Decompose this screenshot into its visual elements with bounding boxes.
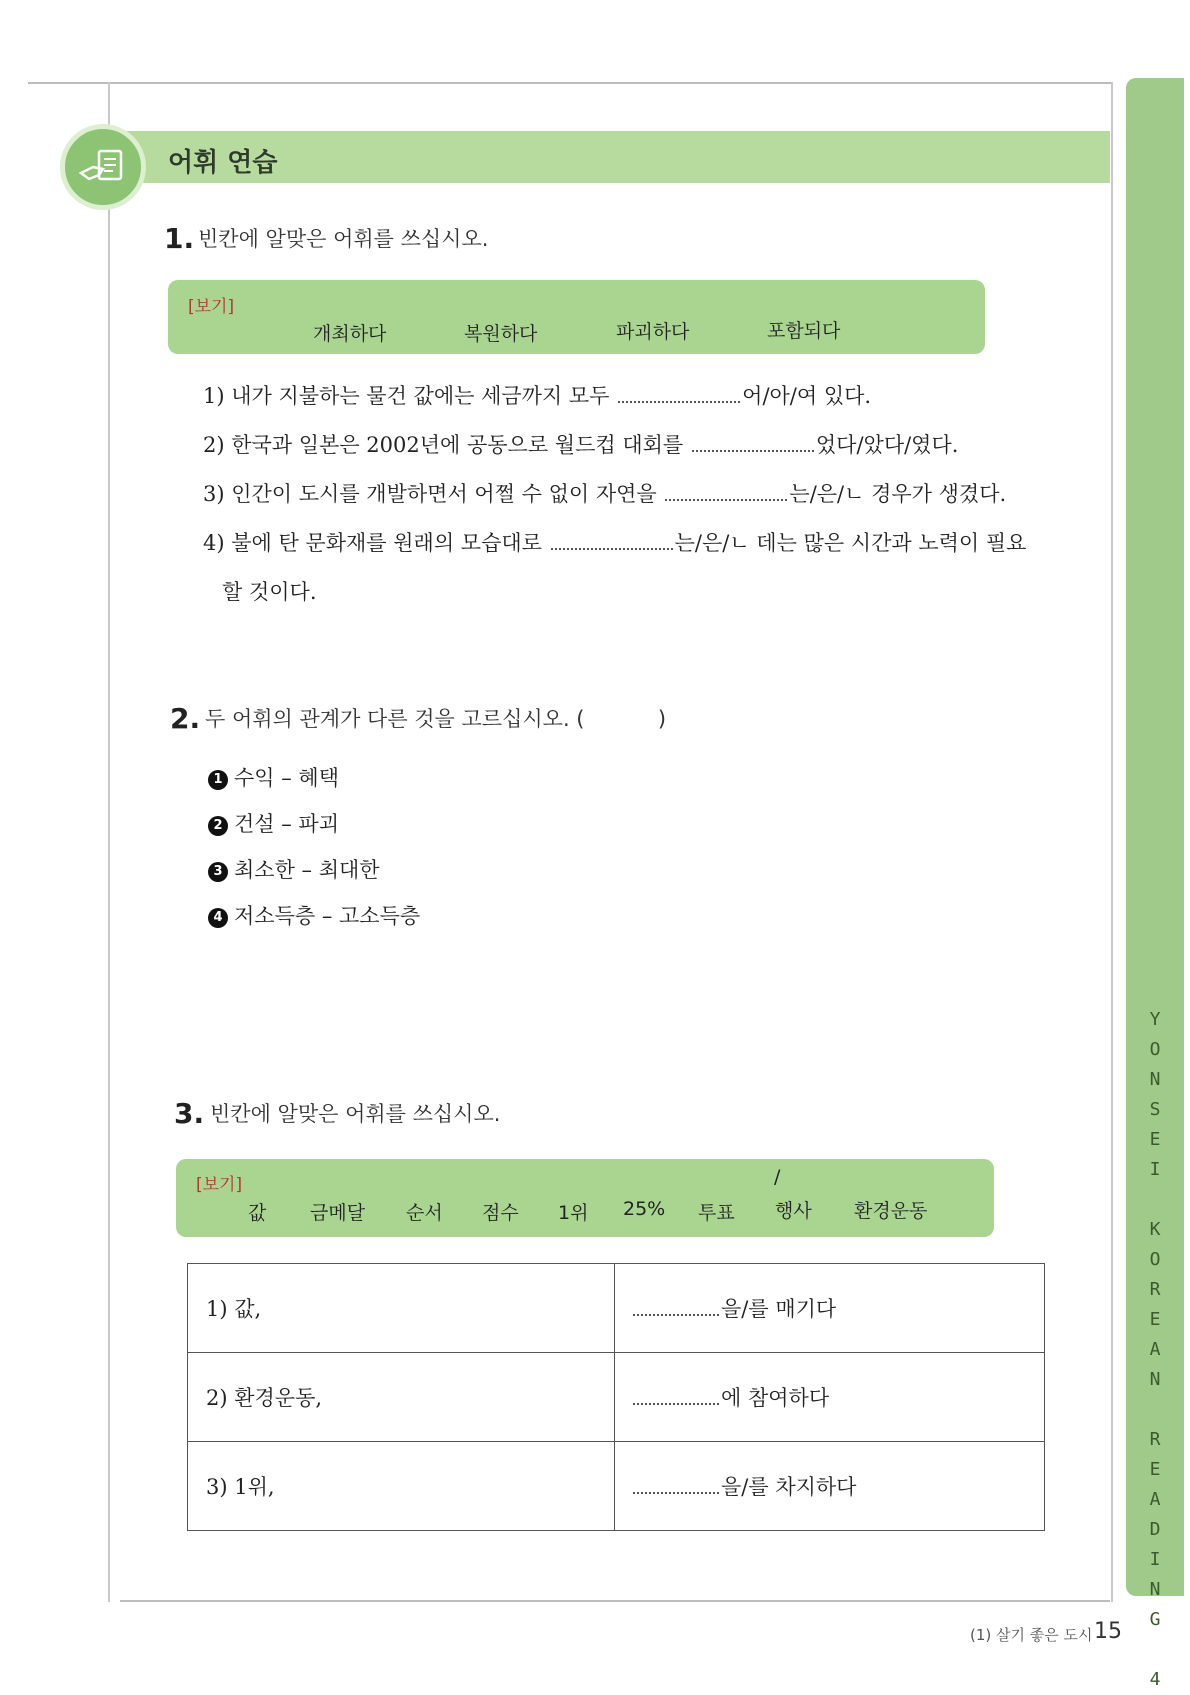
choice-text: 건설 – 파괴: [234, 812, 339, 836]
choice-number-icon: 4: [208, 908, 228, 928]
q1-item-4-pre: 4) 불에 탄 문화재를 원래의 모습대로: [203, 531, 542, 555]
choice-number-icon: 2: [208, 816, 228, 836]
answer-blank[interactable]: [551, 547, 673, 550]
q1-item-2-post: 었다/았다/였다.: [815, 433, 959, 457]
example-label-1: [보기]: [188, 297, 235, 317]
question-2-number: 2.: [170, 702, 201, 735]
example-word: 금메달: [310, 1202, 366, 1224]
side-tab-letter: N: [1149, 1369, 1161, 1390]
choice-text: 수익 – 혜택: [234, 766, 339, 790]
q1-item-4-continuation: 할 것이다.: [222, 580, 317, 604]
q1-item-3-pre: 3) 인간이 도시를 개발하면서 어쩔 수 없이 자연을: [203, 482, 657, 506]
side-tab-letter: N: [1149, 1069, 1161, 1090]
answer-blank[interactable]: [633, 1402, 719, 1405]
example-word: 포함되다: [767, 320, 841, 342]
example-word: 행사: [775, 1200, 812, 1222]
example-word: 복원하다: [464, 323, 538, 345]
section-icon-circle: [60, 124, 146, 210]
example-word: 환경운동: [854, 1200, 928, 1222]
table-row: [188, 1353, 1045, 1442]
q1-item-3: [203, 478, 1006, 508]
side-tab-letter: D: [1149, 1519, 1161, 1540]
choice-number-icon: 3: [208, 862, 228, 882]
side-tab-letter: [1150, 1635, 1161, 1665]
side-tab-letter: R: [1149, 1279, 1161, 1300]
question-1-text: 빈칸에 알맞은 어휘를 쓰십시오.: [198, 227, 489, 251]
example-word: 25%: [623, 1198, 666, 1220]
answer-blank[interactable]: [633, 1313, 719, 1316]
q1-item-1-pre: 1) 내가 지불하는 물건 값에는 세금까지 모두: [203, 384, 610, 408]
example-word: 파괴하다: [616, 321, 690, 343]
choice-text: 최소한 – 최대한: [234, 858, 380, 882]
side-tab-letter: E: [1149, 1459, 1161, 1480]
side-tab-letter: I: [1149, 1159, 1161, 1180]
side-tab-letter: O: [1149, 1249, 1161, 1270]
table-row: [188, 1264, 1045, 1353]
choice-2[interactable]: [208, 808, 339, 838]
q1-item-1-post: 어/아/여 있다.: [742, 384, 872, 408]
q1-item-4: [203, 527, 1026, 557]
side-tab-letter: 4: [1149, 1669, 1161, 1690]
example-word: 개최하다: [313, 323, 387, 345]
page-frame-top: [28, 82, 1113, 84]
side-tab-letter: I: [1149, 1549, 1161, 1570]
phrase-text: 을/를 차지하다: [721, 1475, 857, 1499]
example-box-1: [168, 280, 985, 354]
chapter-title: (1) 살기 좋은 도시: [970, 1626, 1093, 1644]
q1-item-2-pre: 2) 한국과 일본은 2002년에 공동으로 월드컵 대회를: [203, 433, 684, 457]
side-tab-letter: Y: [1149, 1009, 1161, 1030]
q1-item-4-post: 는/은/ㄴ 데는 많은 시간과 노력이 필요: [674, 531, 1027, 555]
table-cell-phrase: [615, 1442, 1045, 1531]
side-tab-letter: R: [1149, 1429, 1161, 1450]
q1-item-1: [203, 380, 871, 410]
example-word: 순서: [406, 1202, 443, 1224]
choice-3[interactable]: [208, 854, 380, 884]
answer-blank[interactable]: [618, 400, 740, 403]
example-word: 투표: [698, 1202, 735, 1224]
side-tab-letter: N: [1149, 1579, 1161, 1600]
side-tab-letter: G: [1149, 1609, 1161, 1630]
side-tab-letter: K: [1149, 1219, 1161, 1240]
question-2-prompt: 두 어휘의 관계가 다른 것을 고르십시오. (: [205, 707, 585, 731]
side-tab-letter: E: [1149, 1309, 1161, 1330]
page-frame-right: [1111, 82, 1113, 1602]
q1-item-2: [203, 429, 958, 459]
question-2-close-paren: ): [657, 707, 667, 731]
question-2-text: [205, 703, 666, 733]
example-word: 값: [248, 1202, 267, 1224]
example-word: 점수: [482, 1202, 519, 1224]
table-row: [188, 1442, 1045, 1531]
collocation-table: [187, 1263, 1045, 1531]
page-number: 15: [1094, 1619, 1122, 1644]
example-label-2: [보기]: [196, 1175, 243, 1195]
document-hand-icon: [79, 147, 127, 187]
page-frame-left: [108, 82, 110, 1602]
answer-blank[interactable]: [692, 449, 814, 452]
side-tab-letter: A: [1149, 1339, 1161, 1360]
section-title: 어휘 연습: [168, 148, 278, 178]
side-tab-letter: E: [1149, 1129, 1161, 1150]
side-tab-letter: [1150, 1395, 1161, 1425]
page-frame-bottom: [120, 1600, 1110, 1602]
choice-4[interactable]: [208, 900, 420, 930]
answer-blank[interactable]: [633, 1491, 719, 1494]
q1-item-3-post: 는/은/ㄴ 경우가 생겼다.: [789, 482, 1007, 506]
side-tab-letter: [1150, 1185, 1161, 1215]
example-word: 1위: [558, 1202, 589, 1224]
question-3-number: 3.: [174, 1097, 205, 1130]
example-slash: /: [774, 1166, 781, 1188]
question-3-text: 빈칸에 알맞은 어휘를 쓰십시오.: [210, 1102, 501, 1126]
question-1-number: 1.: [164, 222, 195, 255]
choice-number-icon: 1: [208, 770, 228, 790]
table-cell-phrase: [615, 1353, 1045, 1442]
table-cell-phrase: [615, 1264, 1045, 1353]
table-cell-word: 1) 값,: [188, 1264, 615, 1353]
choice-text: 저소득층 – 고소득층: [234, 904, 421, 928]
table-cell-word: 3) 1위,: [188, 1442, 615, 1531]
side-tab-letter: A: [1149, 1489, 1161, 1510]
table-cell-word: 2) 환경운동,: [188, 1353, 615, 1442]
phrase-text: 을/를 매기다: [721, 1297, 837, 1321]
side-tab-label: [1140, 1005, 1170, 1695]
side-tab-letter: S: [1149, 1099, 1161, 1120]
choice-1[interactable]: [208, 762, 339, 792]
side-tab-letter: O: [1149, 1039, 1161, 1060]
answer-blank[interactable]: [665, 498, 787, 501]
phrase-text: 에 참여하다: [721, 1386, 830, 1410]
